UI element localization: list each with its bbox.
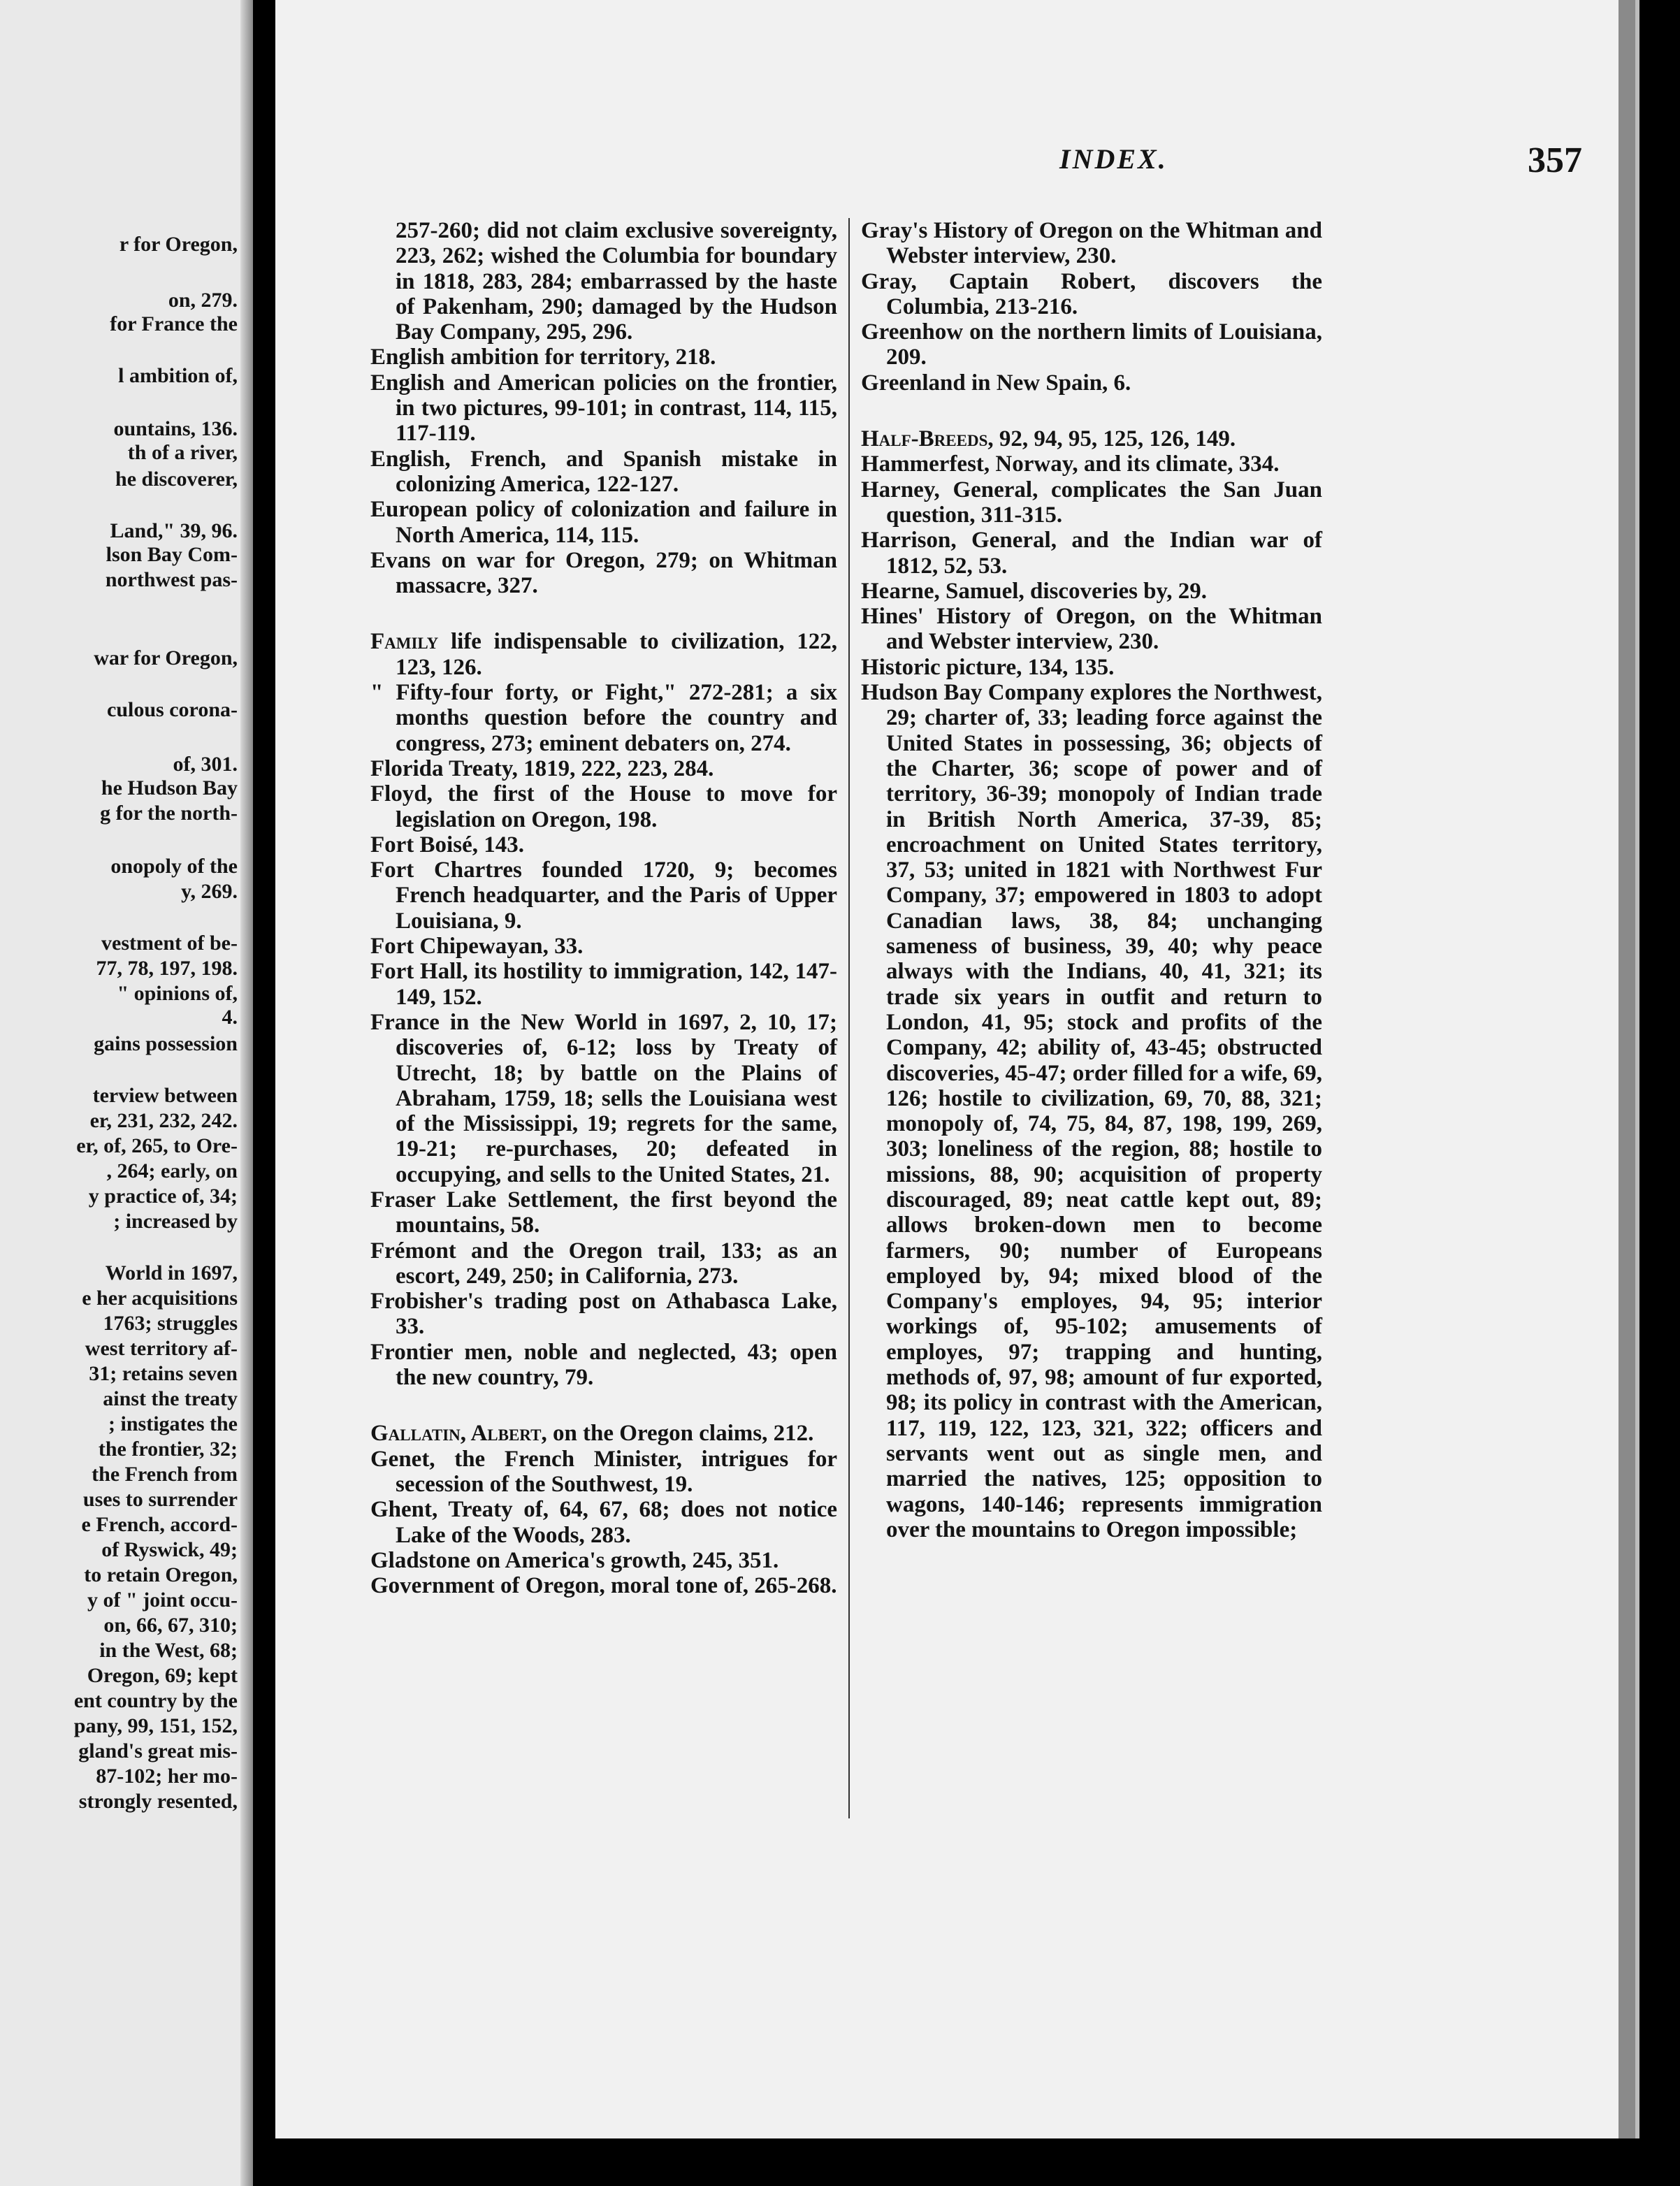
entry-text: Fort Boisé, 143. [370, 832, 524, 857]
index-entry [370, 447, 837, 498]
entry-text: Harrison, General, and the Indian war of 1812, 52, 53. [861, 528, 1322, 579]
entry-text: 257-260; did not claim exclusive sovereignty, 223, 262; wished the Columbia for boundary in 1818, 283, 284; embarrassed by the haste of Pakenham, 290; damaged by the Hudson Bay Company, 295, 296. [396, 218, 837, 345]
left-page-line: war for Oregon, [94, 646, 238, 669]
left-page-line: 31; retains seven [89, 1362, 238, 1385]
left-page-line: g for the north- [100, 802, 238, 825]
section-gap [370, 1390, 837, 1421]
left-page-line: on, 279. [168, 289, 238, 312]
entry-text: Fort Hall, its hostility to immigration, 142, 147-149, 152. [370, 959, 837, 1010]
entry-text: " Fifty-four forty, or Fight," 272-281; a six months question before the country and congress, 273; eminent debaters on, 274. [370, 680, 837, 756]
entry-text: Gray's History of Oregon on the Whitman and Webster interview, 230. [861, 218, 1322, 269]
left-page-line: lson Bay Com- [106, 543, 238, 566]
page-number: 357 [1528, 140, 1582, 180]
entry-text: Greenland in New Spain, 6. [861, 370, 1131, 396]
entry-text: Hearne, Samuel, discoveries by, 29. [861, 578, 1207, 604]
index-entry [370, 934, 837, 959]
index-entry [861, 655, 1322, 680]
left-page-line: west territory af- [85, 1337, 238, 1360]
left-page-line: onopoly of the [110, 855, 238, 878]
entry-heading: Half-Breeds, [861, 426, 994, 452]
index-entry [370, 857, 837, 934]
index-entry [370, 1573, 837, 1598]
index-entry [370, 1187, 837, 1238]
left-page-line: ainst the treaty [103, 1387, 238, 1410]
entry-text: Harney, General, complicates the San Juan question, 311-315. [861, 477, 1322, 528]
entry-text: Greenhow on the northern limits of Louisiana, 209. [861, 319, 1322, 370]
left-page-line: ountains, 136. [113, 417, 238, 440]
entry-text: Hines' History of Oregon, on the Whitman and Webster interview, 230. [861, 604, 1322, 655]
entry-text: Hudson Bay Company explores the Northwest, 29; charter of, 33; leading force against the United States in possessing, 36; objects of the Charter, 36; scope of power and of territory, 36-39; monopoly of Indian trade in British North America, 37-39, 85; encroachment on United States territory, 37, 53; united in 1821 with Northwest Fur Company, 37; empowered in 1803 to adopt Canadian laws, 38, 84; unchanging sameness of business, 39, 40; why peace always with the Indians, 40, 41, 321; its trade six years in outfit and return to London, 41, 95; stock and profits of the Company, 42; ability of, 43-45; obstructed discoveries, 45-47; order filled for a wife, 69, 126; hostile to civilization, 69, 70, 88, 321; monopoly of, 74, 75, 84, 87, 198, 199, 269, 303; loneliness of the region, 88; hostile to missions, 88, 90; acquisition of property discouraged, 89; neat cattle kept out, 89; allows broken-down men to become farmers, 90; number of Europeans employed by, 94; mixed blood of the Company's employes, 94, 95; interior workings of, 95-102; amusements of employes, 97; trapping and hunting, methods of, 97, 98; amount of fur exported, 98; its policy in contrast with the American, 117, 119, 122, 123, 321, 322; officers and servants went out as single men, and married the natives, 125; opposition to wagons, 140-146; represents immigration over the mountains to Oregon impossible; [861, 680, 1322, 1542]
left-page-line: y of " joint occu- [87, 1588, 238, 1612]
left-page-line: 1763; struggles [103, 1312, 238, 1335]
entry-text: Gladstone on America's growth, 245, 351. [370, 1547, 779, 1573]
index-entry [370, 1340, 837, 1391]
left-page-line: uses to surrender [82, 1488, 238, 1511]
left-page-line: the frontier, 32; [98, 1438, 238, 1461]
index-entry [370, 680, 837, 756]
left-page-line: er, 231, 232, 242. [89, 1109, 238, 1132]
entry-text: Historic picture, 134, 135. [861, 654, 1115, 680]
entry-text: 92, 94, 95, 125, 126, 149. [999, 426, 1236, 452]
entry-text: Floyd, the first of the House to move for legislation on Oregon, 198. [370, 781, 837, 832]
entry-text: Evans on war for Oregon, 279; on Whitman massacre, 327. [370, 547, 837, 599]
left-page-line: in the West, 68; [99, 1639, 238, 1662]
left-page-line: Oregon, 69; kept [87, 1664, 238, 1687]
index-entry [861, 218, 1322, 269]
index-entry [370, 497, 837, 548]
entry-text: English ambition for territory, 218. [370, 345, 716, 370]
entry-text: English and American policies on the frontier, in two pictures, 99-101; in contrast, 114, 115, 117-119. [370, 370, 837, 447]
left-page-line: " opinions of, [117, 982, 238, 1005]
index-entry [861, 528, 1322, 579]
left-page-line: , 264; early, on [106, 1159, 238, 1182]
left-page-line: 4. [222, 1006, 238, 1029]
left-page-line: th of a river, [127, 441, 238, 464]
book-gutter [240, 0, 253, 2186]
left-page-line: 87-102; her mo- [96, 1765, 238, 1788]
left-page-line: r for Oregon, [119, 233, 238, 256]
entry-text: Government of Oregon, moral tone of, 265-268. [370, 1573, 837, 1599]
left-page-line: Land," 39, 96. [110, 519, 238, 542]
entry-text: Gray, Captain Robert, discovers the Columbia, 213-216. [861, 268, 1322, 319]
left-page-line: he Hudson Bay [101, 776, 238, 799]
entry-text: France in the New World in 1697, 2, 10, 17; discoveries of, 6-12; loss by Treaty of Utrecht, 18; by battle on the Plains of Abraham, 1759, 18; sells the Louisiana west of the Mississippi, 19; regrets for the same, 19-21; re-purchases, 20; defeated in occupying, and sells to the United States, 21. [370, 1009, 837, 1187]
entry-text: Frobisher's trading post on Athabasca Lake, 33. [370, 1289, 837, 1340]
column-divider [848, 218, 850, 1818]
index-entry [370, 1548, 837, 1573]
entry-text: European policy of colonization and failure in North America, 114, 115. [370, 497, 837, 548]
left-page-line: y practice of, 34; [88, 1185, 238, 1208]
index-entry [370, 1447, 837, 1498]
entry-text: Hammerfest, Norway, and its climate, 334. [861, 451, 1280, 477]
left-page-line: to retain Oregon, [84, 1563, 238, 1586]
left-page-line: ; increased by [113, 1210, 238, 1233]
index-column-2 [861, 218, 1322, 1542]
left-page-line: the French from [92, 1463, 238, 1486]
left-page-line: gland's great mis- [78, 1739, 238, 1762]
left-page-line: ent country by the [73, 1689, 238, 1712]
left-page-line: terview between [92, 1084, 238, 1107]
entry-text: on the Oregon claims, 212. [552, 1421, 814, 1447]
entry-text: English, French, and Spanish mistake in colonizing America, 122-127. [370, 446, 837, 497]
index-entry [861, 680, 1322, 1542]
left-page-line: e French, accord- [81, 1513, 238, 1536]
left-page-line: gains possession [94, 1032, 238, 1055]
index-entry [370, 781, 837, 832]
left-page-line: vestment of be- [101, 932, 238, 955]
entry-text: Fort Chartres founded 1720, 9; becomes French headquarter, and the Paris of Upper Louisiana, 9. [370, 857, 837, 934]
index-entry [370, 345, 837, 370]
index-entry [370, 370, 837, 447]
index-entry [861, 477, 1322, 528]
index-entry [861, 426, 1322, 451]
index-entry [370, 959, 837, 1010]
index-entry [370, 218, 837, 345]
left-page-line: y, 269. [181, 880, 238, 903]
left-page-line: on, 66, 67, 310; [103, 1614, 238, 1637]
index-entry [861, 319, 1322, 370]
index-entry [370, 1010, 837, 1187]
entry-text: life indispensable to civilization, 122, 123, 126. [396, 629, 837, 680]
index-entry [370, 1289, 837, 1340]
index-entry [370, 629, 837, 680]
index-entry [861, 579, 1322, 604]
entry-heading: Gallatin, Albert, [370, 1421, 547, 1447]
index-entry [370, 1421, 837, 1446]
index-entry [370, 756, 837, 781]
index-entry [370, 548, 837, 599]
section-gap [861, 396, 1322, 426]
left-page-line: er, of, 265, to Ore- [76, 1134, 238, 1157]
entry-heading: Family [370, 629, 439, 655]
entry-text: Frontier men, noble and neglected, 43; open the new country, 79. [370, 1339, 837, 1391]
index-entry [861, 370, 1322, 396]
index-entry [370, 1497, 837, 1548]
entry-text: Fort Chipewayan, 33. [370, 934, 584, 960]
left-page-line: 77, 78, 197, 198. [96, 957, 238, 980]
entry-text: Florida Treaty, 1819, 222, 223, 284. [370, 755, 714, 781]
index-entry [370, 832, 837, 857]
left-page-line: northwest pas- [105, 568, 238, 591]
left-page-line: he discoverer, [115, 468, 238, 491]
running-header: INDEX. [1059, 143, 1168, 175]
index-entry [861, 451, 1322, 477]
entry-text: Frémont and the Oregon trail, 133; as an escort, 249, 250; in California, 273. [370, 1238, 837, 1289]
section-gap [370, 598, 837, 629]
entry-text: Ghent, Treaty of, 64, 67, 68; does not notice Lake of the Woods, 283. [370, 1497, 837, 1548]
left-page-line: World in 1697, [105, 1261, 238, 1284]
index-entry [861, 269, 1322, 320]
left-page-line: of, 301. [173, 753, 238, 776]
left-page-line: culous corona- [107, 698, 238, 721]
left-page-line: for France the [110, 312, 238, 335]
left-page-line: ; instigates the [108, 1412, 238, 1435]
index-entry [861, 604, 1322, 655]
entry-text: Fraser Lake Settlement, the first beyond the mountains, 58. [370, 1187, 837, 1238]
left-page-line: strongly resented, [78, 1790, 238, 1813]
left-page-line: pany, 99, 151, 152, [73, 1714, 238, 1737]
entry-text: Genet, the French Minister, intrigues for secession of the Southwest, 19. [370, 1446, 837, 1497]
left-page-line: of Ryswick, 49; [101, 1538, 238, 1561]
left-page-line: e her acquisitions [82, 1287, 238, 1310]
index-entry [370, 1238, 837, 1289]
left-page-fragment [0, 0, 253, 2186]
left-page-line: l ambition of, [118, 364, 238, 387]
page-edge-highlight [1635, 0, 1639, 2138]
index-column-1 [370, 218, 837, 1598]
